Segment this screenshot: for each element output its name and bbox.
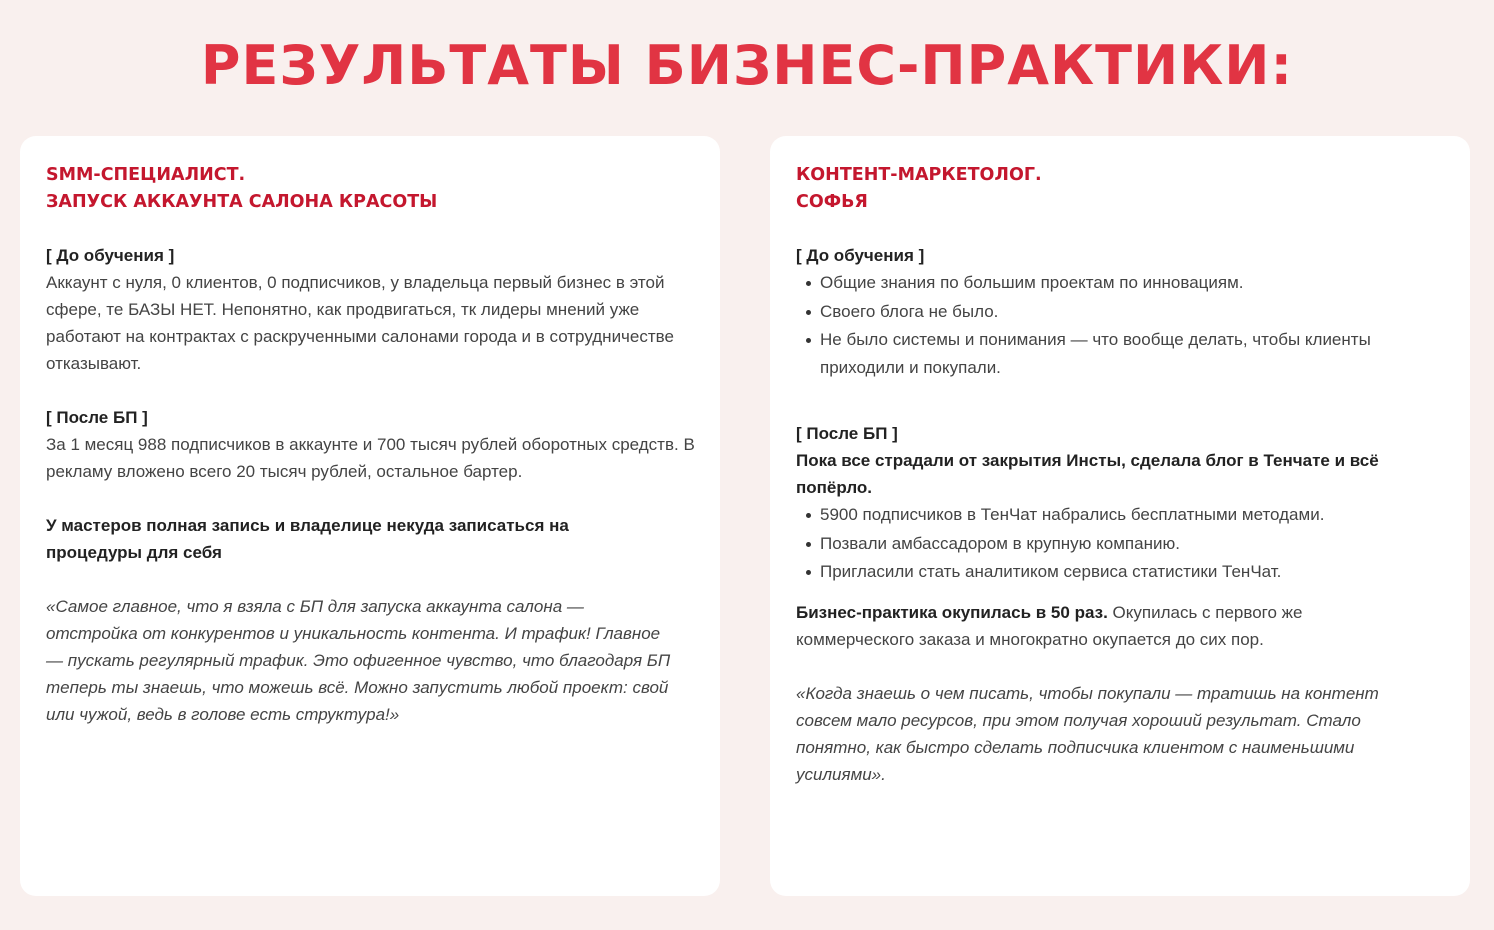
result-text: У мастеров полная запись и владелице некуда записаться на процедуры для себя (46, 516, 569, 562)
card-title-line1: SMM-СПЕЦИАЛИСТ. (46, 165, 246, 185)
card-title-line1: КОНТЕНТ-МАРКЕТОЛОГ. (796, 165, 1042, 185)
after-list (796, 501, 1436, 586)
list-item: Общие знания по большим проектам по инновациям. (796, 269, 1396, 297)
list-item: Своего блога не было. (796, 298, 1396, 326)
payback-text (796, 599, 1416, 653)
payback-bold: Бизнес-практика окупилась в 50 раз. (796, 602, 1108, 622)
list-item: Позвали амбассадором в крупную компанию. (796, 530, 1436, 558)
case-card-smm (20, 136, 720, 896)
card-title (796, 162, 1444, 216)
before-text: Аккаунт с нуля, 0 клиентов, 0 подписчиков, у владельца первый бизнес в этой сфере, те БАЗЫ НЕТ. Непонятно, как продвигаться, тк лидеры мнений уже работают на контрактах с раскрученными салонами города и в сотрудничестве отказывают. (46, 273, 674, 373)
page-title: РЕЗУЛЬТАТЫ БИЗНЕС-ПРАКТИКИ: (200, 34, 1294, 97)
after-text: За 1 месяц 988 подписчиков в аккаунте и 700 тысяч рублей оборотных средств. В рекламу вложено всего 20 тысяч рублей, остальное бартер. (46, 435, 695, 481)
before-label: [ До обучения ] (796, 246, 925, 265)
card-title (46, 162, 694, 216)
list-item: Не было системы и понимания — что вообще делать, чтобы клиенты приходили и покупали. (796, 326, 1396, 381)
case-card-content-marketer (770, 136, 1470, 896)
before-list (796, 269, 1396, 381)
payback-rest: Окупилась с первого же коммерческого заказа и многократно окупается до сих пор. (796, 602, 1303, 649)
card-title-line2: ЗАПУСК АККАУНТА САЛОНА КРАСОТЫ (46, 192, 438, 212)
card-title-line2: СОФЬЯ (796, 192, 868, 212)
after-bold-text: Пока все страдали от закрытия Инсты, сделала блог в Тенчате и всё попёрло. (796, 451, 1379, 497)
after-label: [ После БП ] (46, 408, 148, 427)
before-label: [ До обучения ] (46, 246, 175, 265)
testimonial-quote: «Когда знаешь о чем писать, чтобы покупали — тратишь на контент совсем мало ресурсов, при этом получая хороший результат. Стало понятно, как быстро сделать подписчика клиентом с наименьшими усилиями». (796, 683, 1379, 784)
list-item: 5900 подписчиков в ТенЧат набрались бесплатными методами. (796, 501, 1436, 529)
testimonial-quote: «Самое главное, что я взяла с БП для запуска аккаунта салона — отстройка от конкурентов и уникальность контента. И трафик! Главное — пускать регулярный трафик. Это офигенное чувство, что благодаря БП теперь ты знаешь, что можешь всё. Можно запустить любой проект: свой или чужой, ведь в голове есть структура!» (46, 597, 671, 724)
list-item: Пригласили стать аналитиком сервиса статистики ТенЧат. (796, 558, 1436, 586)
after-label: [ После БП ] (796, 424, 898, 443)
